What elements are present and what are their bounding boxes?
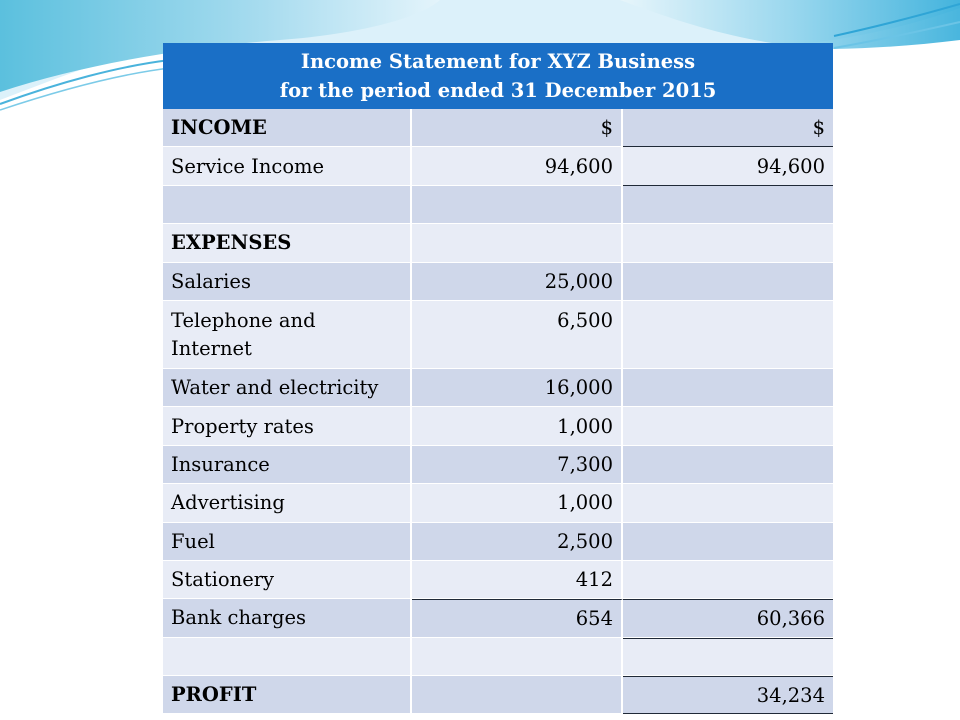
row-label: Salaries [163, 263, 412, 301]
table-row [163, 484, 833, 522]
amount-col2 [623, 484, 833, 522]
row-label: Water and electricity [163, 369, 412, 407]
amount-col2 [623, 523, 833, 561]
row-label: Bank charges [163, 599, 412, 637]
amount-col1: 2,500 [412, 523, 623, 561]
table-row [163, 523, 833, 561]
amount-col1 [412, 224, 623, 262]
amount-col1: 654 [412, 599, 623, 637]
table-row [163, 638, 833, 676]
amount-col2 [623, 561, 833, 599]
income-statement-table [163, 43, 833, 714]
table-row [163, 676, 833, 714]
table-row [163, 561, 833, 599]
table-row [163, 147, 833, 185]
amount-col1 [412, 638, 623, 676]
statement-title-row [163, 43, 833, 109]
row-label: Telephone and Internet [163, 301, 412, 369]
amount-col2: 94,600 [623, 147, 833, 185]
amount-col2 [623, 263, 833, 301]
table-row [163, 369, 833, 407]
income-statement [163, 43, 833, 714]
amount-col1: 6,500 [412, 301, 623, 369]
table-row [163, 186, 833, 224]
amount-col2 [623, 301, 833, 369]
amount-col2 [623, 407, 833, 445]
amount-col1: 25,000 [412, 263, 623, 301]
amount-col2: 34,234 [623, 676, 833, 714]
amount-col2 [623, 638, 833, 676]
amount-col2 [623, 369, 833, 407]
row-label: Advertising [163, 484, 412, 522]
row-label: Property rates [163, 407, 412, 445]
amount-col2: $ [623, 109, 833, 147]
row-label [163, 638, 412, 676]
amount-col1 [412, 676, 623, 714]
amount-col1: 1,000 [412, 484, 623, 522]
row-label: INCOME [163, 109, 412, 147]
row-label: Fuel [163, 523, 412, 561]
title-line-2: for the period ended 31 December 2015 [279, 79, 717, 102]
amount-col2 [623, 224, 833, 262]
table-row [163, 446, 833, 484]
row-label: Service Income [163, 147, 412, 185]
row-label: Insurance [163, 446, 412, 484]
table-row [163, 109, 833, 147]
table-row [163, 599, 833, 637]
amount-col1: 1,000 [412, 407, 623, 445]
row-label: Stationery [163, 561, 412, 599]
row-label [163, 186, 412, 224]
amount-col1 [412, 186, 623, 224]
amount-col1: 16,000 [412, 369, 623, 407]
amount-col1: $ [412, 109, 623, 147]
amount-col1: 412 [412, 561, 623, 599]
title-line-1: Income Statement for XYZ Business [300, 50, 696, 73]
row-label: PROFIT [163, 676, 412, 714]
amount-col1: 94,600 [412, 147, 623, 185]
table-row [163, 407, 833, 445]
row-label: EXPENSES [163, 224, 412, 262]
table-row [163, 224, 833, 262]
statement-title [163, 43, 833, 109]
amount-col2: 60,366 [623, 599, 833, 637]
table-row [163, 301, 833, 369]
amount-col2 [623, 186, 833, 224]
table-row [163, 263, 833, 301]
amount-col1: 7,300 [412, 446, 623, 484]
amount-col2 [623, 446, 833, 484]
